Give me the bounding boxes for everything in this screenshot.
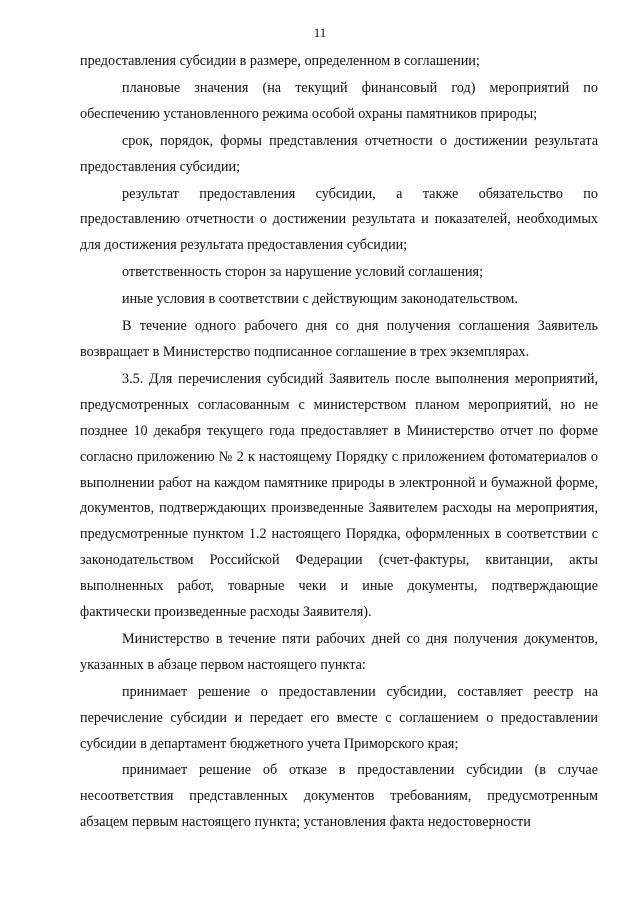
paragraph-planned-values: плановые значения (на текущий финансовый год) мероприятий по обеспечению установленного режима особой охраны памятников природы;: [80, 79, 598, 122]
paragraph-subsidy-result: результат предоставления субсидии, а также обязательство по предоставлению отчетности о достижении результата и показателей, необходимых для достижения результата предоставления субсидии;: [80, 185, 598, 254]
paragraph-ministry-review: Министерство в течение пяти рабочих дней со дня получения документов, указанных в абзаце первом настоящего пункта:: [80, 630, 598, 673]
paragraph-responsibility: ответственность сторон за нарушение условий соглашения;: [122, 264, 484, 281]
paragraph-decision-refusal: принимает решение об отказе в предоставлении субсидии (в случае несоответствия представленных документов требованиям, предусмотренным абзацем первым настоящего пункта; установления факта недостоверности: [80, 762, 598, 831]
paragraph-section-3-5: 3.5. Для перечисления субсидий Заявитель после выполнения мероприятий, предусмотренных согласованным с министерством планом мероприятий, но не позднее 10 декабря текущего года предоставляет в Министерство отчет по форме согласно приложению № 2 к настоящему Порядку с приложением фотоматериалов о выполнении работ на каждом памятнике природы в электронной и бумажной форме, документов, подтверждающих произведенные Заявителем расходы на мероприятия, предусмотренные пунктом 1.2 настоящего Порядка, оформленных в соответствии с законодательством Российской Федерации (счет-фактуры, квитанции, акты выполненных работ, товарные чеки и иные документы, подтверждающие фактически произведенные расходы Заявителя).: [80, 370, 598, 621]
paragraph-reporting-terms: срок, порядок, формы представления отчетности о достижении результата предоставления субсидии;: [80, 132, 598, 175]
paragraph-continuation: предоставления субсидии в размере, определенном в соглашении;: [80, 53, 480, 69]
paragraph-decision-grant: принимает решение о предоставлении субсидии, составляет реестр на перечисление субсидии и передает его вместе с соглашением о предоставлении субсидии в департамент бюджетного учета Приморского края;: [80, 683, 598, 752]
page-number: 11: [313, 25, 327, 40]
document-body: [80, 49, 598, 836]
paragraph-agreement-return: В течение одного рабочего дня со дня получения соглашения Заявитель возвращает в Министерство подписанное соглашение в трех экземплярах.: [80, 318, 598, 360]
paragraph-other-conditions: иные условия в соответствии с действующим законодательством.: [122, 291, 518, 308]
